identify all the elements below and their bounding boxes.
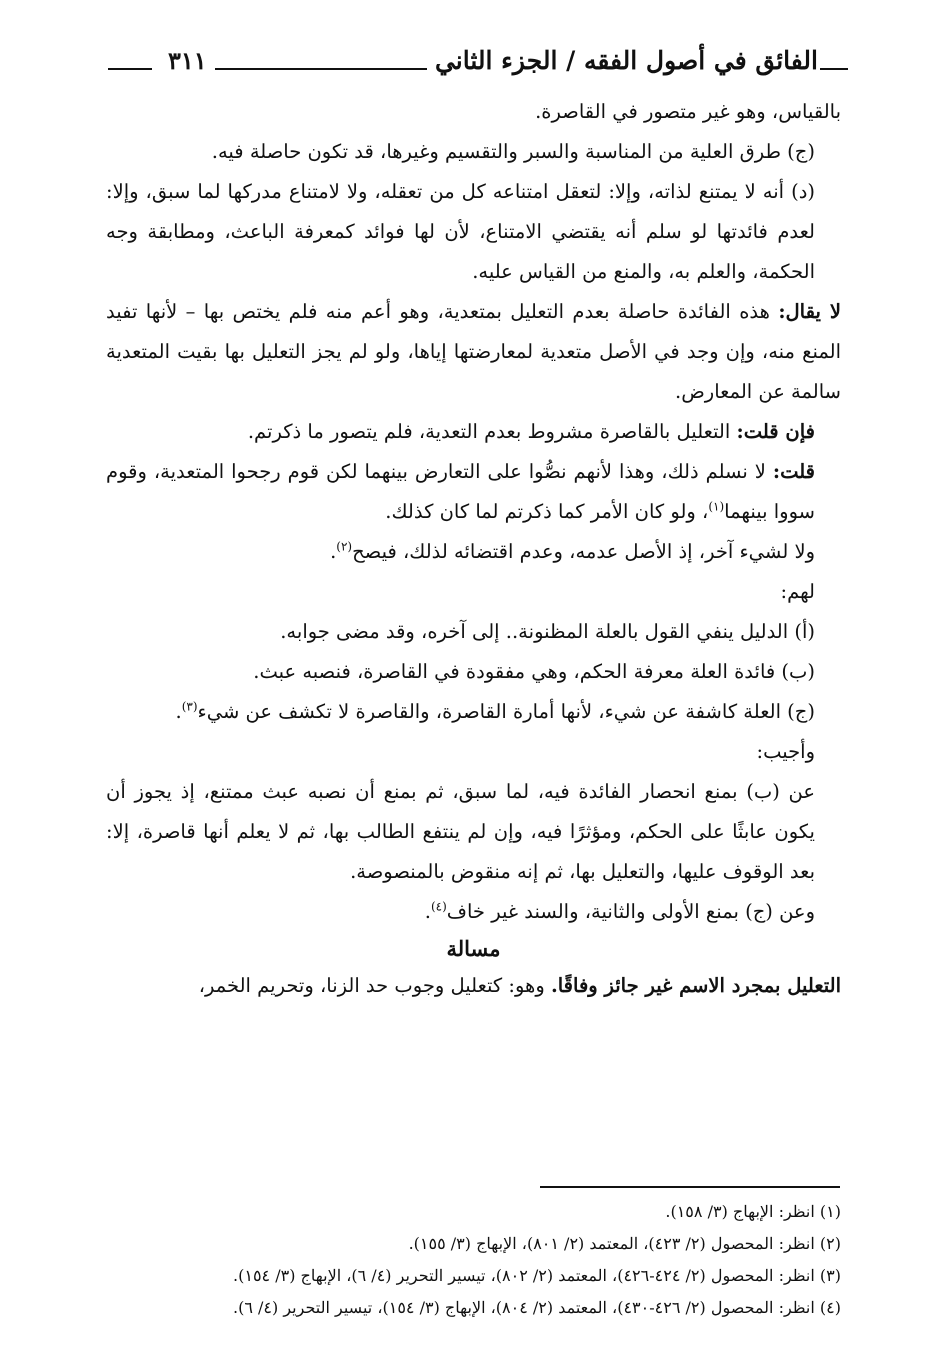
footnote-2: (٢) انظر: المحصول (٢/ ٤٢٣)، المعتمد (٢/ ٨٠١)، الإبهاج (٣/ ١٥٥).	[408, 1234, 841, 1253]
footnote-ref-1[interactable]: (١)	[708, 499, 725, 514]
footnote-3: (٣) انظر: المحصول (٢/ ٤٢٤-٤٢٦)، المعتمد (٢/ ٨٠٢)، تيسير التحرير (٤/ ٦)، الإبهاج (٣/ ١٥٤).	[233, 1266, 841, 1285]
footnote-4: (٤) انظر: المحصول (٢/ ٤٢٦-٤٣٠)، المعتمد (٢/ ٨٠٤)، الإبهاج (٣/ ١٥٤)، تيسير التحرير (٤/ ٦).	[233, 1298, 841, 1317]
lead-la-yuqal: لا يقال:	[778, 300, 841, 323]
paragraph-9: (أ) الدليل ينفي القول بالعلة المظنونة.. إلى آخره، وقد مضى جوابه.	[280, 620, 815, 643]
paragraph-11-text: (ج) العلة كاشفة عن شيء، لأنها أمارة القاصرة، والقاصرة لا تكشف عن شيء	[197, 700, 815, 723]
footnote-ref-4[interactable]: (٤)	[430, 899, 447, 914]
footnote-ref-2[interactable]: (٢)	[336, 539, 353, 554]
section-heading: مسالة	[446, 936, 501, 961]
paragraph-6	[106, 452, 841, 532]
header-rule-left	[108, 68, 152, 70]
paragraph-14-end: .	[424, 900, 431, 923]
paragraph-13: عن (ب) بمنع انحصار الفائدة فيه، لما سبق، ثم بمنع أن نصبه عبث ممتنع، إذ يجوز أن يكون عابثًا على الحكم، ومؤثرًا فيه، وإن لم ينتفع الطالب بها، ثم لا يعلم أنها قاصرة، إلا: بعد الوقوف عليها، والتعليل بها، ثم إنه منقوض بالمنصوصة.	[106, 780, 815, 883]
paragraph-12: وأجيب:	[756, 740, 815, 763]
paragraph-11-end: .	[175, 700, 182, 723]
paragraph-14	[106, 892, 841, 932]
paragraph-4-text: هذه الفائدة حاصلة بعدم التعليل بمتعدية، وهو أعم منه فلم يختص بها – لأنها تفيد المنع منه، وإن وجد في الأصل متعدية لمعارضتها إياها، ولو لم يجز التعليل بها بقيت المتعدية سالمة عن المعارض.	[106, 300, 841, 403]
paragraph-6-text: لا نسلم ذلك، وهذا لأنهم نصُّوا على التعارض بينهما لكن قوم رجحوا المتعدية، وقوم سووا بينهما	[106, 460, 815, 523]
paragraph-10: (ب) فائدة العلة معرفة الحكم، وهي مفقودة في القاصرة، فنصبه عبث.	[253, 660, 815, 683]
paragraph-4	[106, 292, 841, 412]
paragraph-7	[106, 532, 841, 572]
paragraph-1: بالقياس، وهو غير متصور في القاصرة.	[535, 100, 841, 123]
footnote-separator	[540, 1186, 840, 1188]
paragraph-6-text-end: ، ولو كان الأمر كما ذكرتم لما كان كذلك.	[385, 500, 709, 523]
paragraph-11	[106, 692, 841, 732]
paragraph-5	[106, 412, 841, 452]
book-title: الفائق في أصول الفقه / الجزء الثاني	[427, 46, 818, 75]
paragraph-7-text: ولا لشيء آخر، إذ الأصل عدمه، وعدم اقتضائه لذلك، فيصح	[352, 540, 815, 563]
lead-qultu: قلت:	[772, 460, 815, 483]
footnote-1: (١) انظر: الإبهاج (٣/ ١٥٨).	[665, 1202, 841, 1221]
lead-fa-in-qulta: فإن قلت:	[736, 420, 815, 443]
page-number: ٣١١	[160, 46, 215, 75]
header-rule-right	[820, 68, 848, 70]
paragraph-15	[106, 966, 841, 1006]
paragraph-15-text: وهو: كتعليل وجوب حد الزنا، وتحريم الخمر،	[198, 974, 551, 997]
paragraph-3: (د) أنه لا يمتنع لذاته، وإلا: لتعقل امتناعه كل من تعقله، ولا لامتناع مدركها لما سبق، وإلا: لعدم فائدتها لو سلم أنه يقتضي الامتناع، لأن لها فوائد كمعرفة الباعث، ومطابقة وجه الحكمة، والعلم به، والمنع من القياس عليه.	[106, 180, 815, 283]
main-text	[106, 92, 841, 1006]
running-header	[108, 44, 848, 88]
paragraph-8: لهم:	[780, 580, 815, 603]
paragraph-2: (ج) طرق العلية من المناسبة والسبر والتقسيم وغيرها، قد تكون حاصلة فيه.	[211, 140, 815, 163]
paragraph-14-text: وعن (ج) بمنع الأولى والثانية، والسند غير خاف	[446, 900, 815, 923]
footnote-ref-3[interactable]: (٣)	[181, 699, 198, 714]
paragraph-5-text: التعليل بالقاصرة مشروط بعدم التعدية، فلم يتصور ما ذكرتم.	[247, 420, 737, 443]
paragraph-7-end: .	[330, 540, 337, 563]
footnotes	[106, 1196, 841, 1324]
lead-ta3lil: التعليل بمجرد الاسم غير جائز وفاقًا.	[550, 974, 841, 997]
